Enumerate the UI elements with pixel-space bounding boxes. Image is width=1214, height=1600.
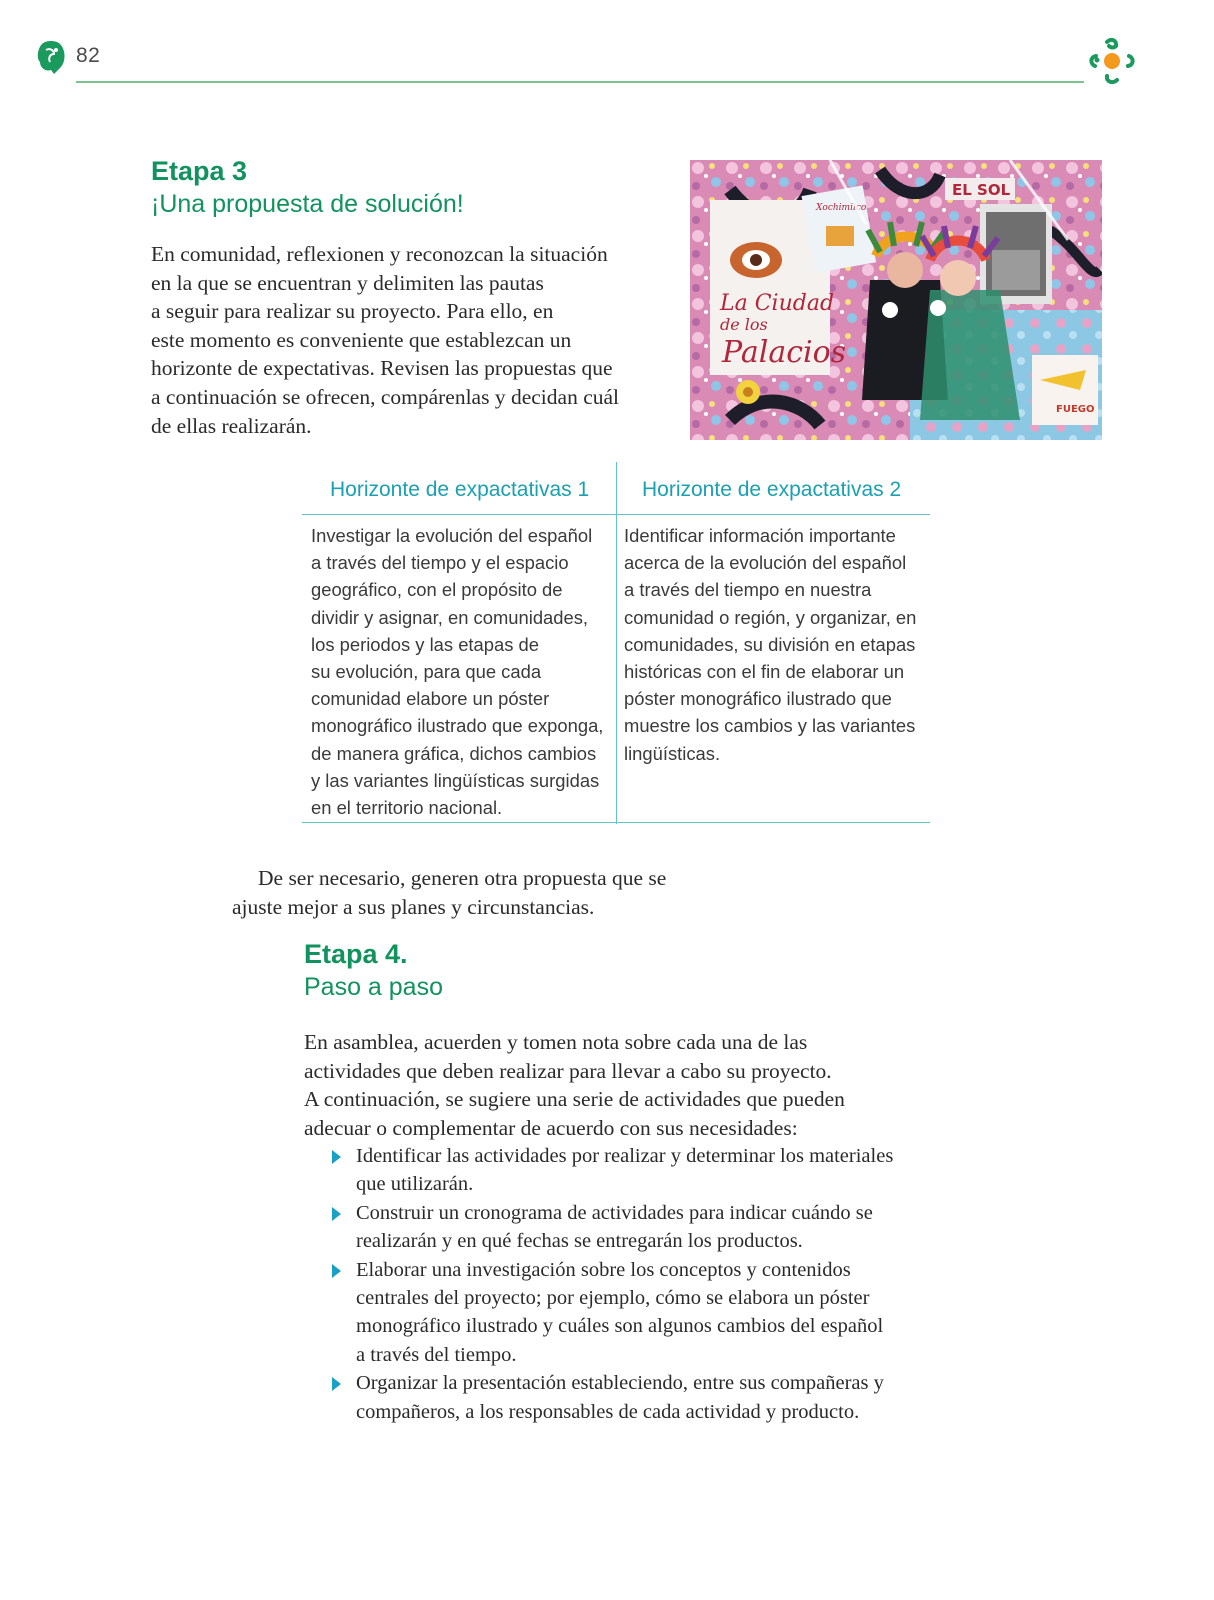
table-header-rule — [302, 514, 930, 515]
cell-line: monográfico ilustrado que exponga, — [311, 715, 604, 737]
text-line: horizonte de expectativas. Revisen las propuestas que — [151, 356, 613, 381]
bullet-line: que utilizarán. — [356, 1173, 474, 1196]
poster-photo — [690, 160, 1102, 440]
text-line: ajuste mejor a sus planes y circunstancias. — [232, 894, 595, 919]
bullet-line: Elaborar una investigación sobre los conceptos y contenidos — [356, 1258, 851, 1281]
el-sol-label: EL SOL — [952, 181, 1011, 199]
cell-line: geográfico, con el propósito de — [311, 579, 563, 601]
text-line: adecuar o complementar de acuerdo con sus necesidades: — [304, 1115, 798, 1140]
etapa4-paragraph — [304, 1028, 944, 1142]
sign-line-1: La Ciudad — [720, 291, 835, 316]
text-line: de ellas realizarán. — [151, 413, 312, 438]
text-line: a seguir para realizar su proyecto. Para ello, en — [151, 299, 554, 324]
list-item — [356, 1142, 956, 1199]
cell-line: en el territorio nacional. — [311, 797, 503, 819]
bullet-triangle-icon — [332, 1264, 341, 1278]
leaf-logo-icon — [36, 40, 68, 76]
cell-line: comunidad elabore un póster — [311, 688, 550, 710]
cell-line: y las variantes lingüísticas surgidas — [311, 769, 600, 791]
page-number: 82 — [76, 44, 101, 67]
sign-line-2: de los — [720, 315, 768, 334]
cell-line: históricas con el fin de elaborar un — [624, 661, 905, 683]
text-line: actividades que deben realizar para llevar a cabo su proyecto. — [304, 1058, 832, 1083]
list-item — [356, 1199, 956, 1256]
cell-line: Identificar información importante — [624, 525, 896, 546]
table-column-divider — [616, 462, 617, 824]
cell-line: a través del tiempo y el espacio — [311, 552, 569, 574]
bullet-line: realizarán y en qué fechas se entregarán los productos. — [356, 1230, 803, 1253]
bullet-line: compañeros, a los responsables de cada actividad y producto. — [356, 1400, 860, 1423]
etapa4-subtitle: Paso a paso — [304, 973, 443, 1001]
table-cell-1 — [311, 522, 611, 821]
text-line: en la que se encuentran y delimiten las pautas — [151, 270, 544, 295]
table-cell-2 — [624, 522, 924, 767]
table-bottom-rule — [302, 822, 930, 823]
cell-line: dividir y asignar, en comunidades, — [311, 606, 589, 628]
cell-line: póster monográfico ilustrado que — [624, 688, 892, 710]
text-line: a continuación se ofrecen, compárenlas y decidan cuál — [151, 384, 620, 409]
bullet-line: monográfico ilustrado y cuáles son algunos cambios del español — [356, 1315, 884, 1338]
sign-line-3: Palacios — [722, 335, 847, 370]
flower-logo-icon — [1085, 34, 1139, 88]
etapa3-title: Etapa 3 — [151, 156, 248, 186]
bullet-triangle-icon — [332, 1207, 341, 1221]
cell-line: Investigar la evolución del español — [311, 525, 593, 546]
etapa4-title: Etapa 4. — [304, 939, 408, 969]
text-line: De ser necesario, generen otra propuesta que se — [258, 866, 667, 890]
text-line: este momento es conveniente que establezcan un — [151, 327, 572, 352]
cell-line: lingüísticas. — [624, 742, 721, 764]
list-item — [356, 1369, 956, 1426]
bullet-line: Construir un cronograma de actividades para indicar cuándo se — [356, 1201, 873, 1224]
header-rule — [76, 81, 1084, 83]
list-item — [356, 1256, 956, 1370]
bullet-line: Organizar la presentación estableciendo, entre sus compañeras y — [356, 1372, 884, 1395]
fuego-label: FUEGO — [1056, 404, 1095, 415]
table-header-1: Horizonte de expactativas 1 — [330, 478, 590, 501]
bullet-line: Identificar las actividades por realizar y determinar los materiales — [356, 1145, 894, 1167]
bullet-line: centrales del proyecto; por ejemplo, cómo se elabora un póster — [356, 1287, 870, 1310]
bullet-triangle-icon — [332, 1150, 341, 1164]
cell-line: a través del tiempo en nuestra — [624, 579, 872, 601]
cell-line: muestre los cambios y las variantes — [624, 715, 916, 737]
after-table-paragraph — [232, 864, 792, 921]
text-line: En comunidad, reflexionen y reconozcan la situación — [151, 242, 608, 266]
bullet-triangle-icon — [332, 1377, 341, 1391]
table-header-2: Horizonte de expactativas 2 — [642, 478, 902, 501]
small-card-label: Xochimilco — [816, 203, 867, 213]
cell-line: comunidad o región, y organizar, en — [624, 606, 917, 628]
cell-line: acerca de la evolución del español — [624, 552, 907, 574]
text-line: En asamblea, acuerden y tomen nota sobre cada una de las — [304, 1030, 808, 1054]
etapa3-paragraph — [151, 240, 671, 440]
cell-line: de manera gráfica, dichos cambios — [311, 742, 597, 764]
cell-line: comunidades, su división en etapas — [624, 633, 916, 655]
text-line: A continuación, se sugiere una serie de actividades que pueden — [304, 1087, 845, 1112]
bullet-line: a través del tiempo. — [356, 1343, 517, 1366]
etapa3-subtitle: ¡Una propuesta de solución! — [151, 190, 464, 218]
cell-line: su evolución, para que cada — [311, 661, 542, 683]
activities-list — [356, 1142, 956, 1426]
cell-line: los periodos y las etapas de — [311, 633, 539, 655]
